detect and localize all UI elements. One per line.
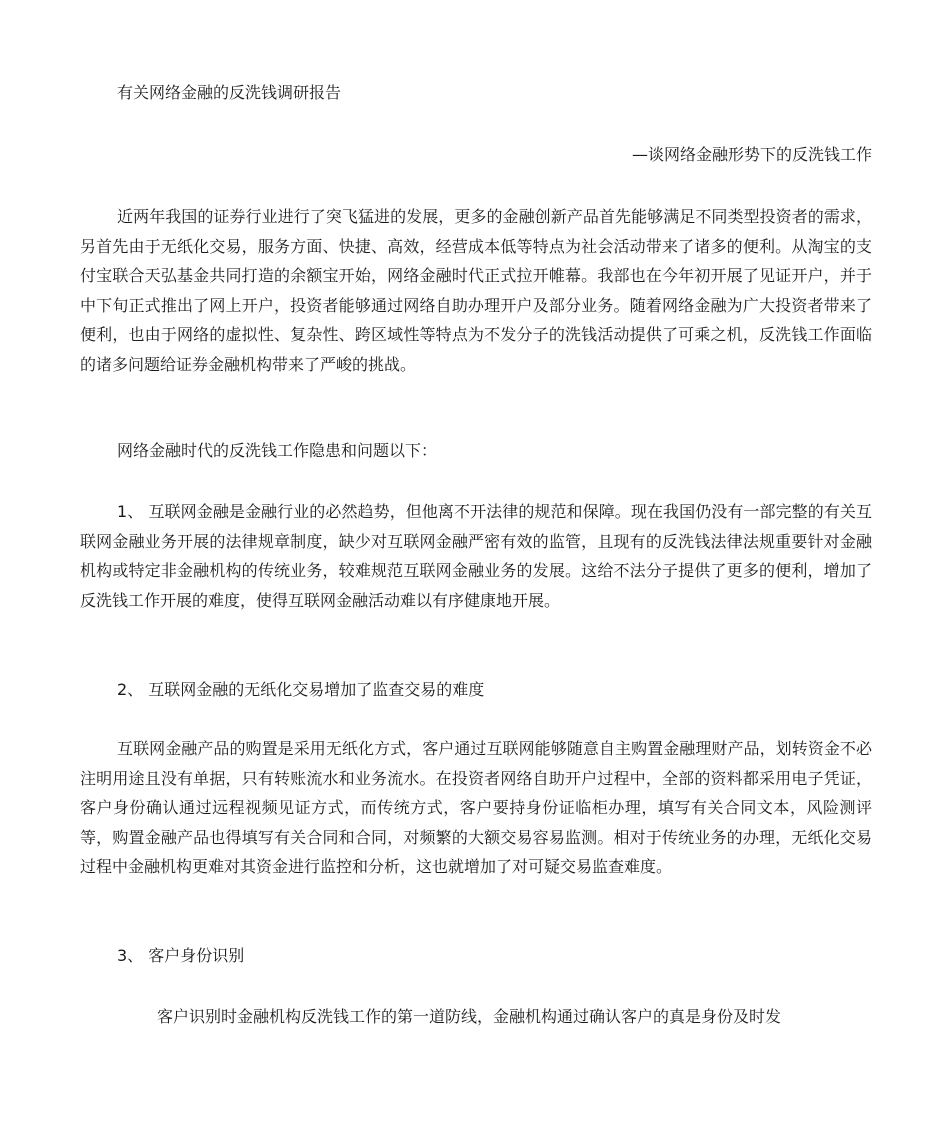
paragraph-item-3-body: 客户识别时金融机构反洗钱工作的第一道防线，金融机构通过确认客户的真是身份及时发 xyxy=(157,1007,782,1026)
paragraph-item-3-heading: 3、 客户身份识别 xyxy=(117,946,245,965)
paragraph-issues-heading: 网络金融时代的反洗钱工作隐患和问题以下： xyxy=(117,441,438,460)
paragraph-intro: 近两年我国的证券行业进行了突飞猛进的发展，更多的金融创新产品首先能够满足不同类型投资者的需求，另首先由于无纸化交易，服务方面、快捷、高效，经营成本低等特点为社会活动带来了诸多的便利。从淘宝的支付宝联合天弘基金共同打造的余额宝开始，网络金融时代正式拉开帷幕。我部也在今年初开展了见证开户，并于中下旬正式推出了网上开户，投资者能够通过网络自助办理开户及部分业务。随着网络金融为广大投资者带来了便利，也由于网络的虚拟性、复杂性、跨区域性等特点为不发分子的洗钱活动提供了可乘之机，反洗钱工作面临的诸多问题给证券金融机构带来了严峻的挑战。 xyxy=(80,207,872,374)
paragraph-item-1: 1、 互联网金融是金融行业的必然趋势，但他离不开法律的规范和保障。现在我国仍没有一部完整的有关互联网金融业务开展的法律规章制度，缺少对互联网金融严密有效的监管，且现有的反洗钱法律法规重要针对金融机构或特定非金融机构的传统业务，较难规范互联网金融业务的发展。这给不法分子提供了更多的便利，增加了反洗钱工作开展的难度，使得互联网金融活动难以有序健康地开展。 xyxy=(80,502,872,610)
paragraph-item-2-heading: 2、 互联网金融的无纸化交易增加了监查交易的难度 xyxy=(117,680,485,699)
document-subtitle: —谈网络金融形势下的反洗钱工作 xyxy=(631,145,872,164)
paragraph-item-2-body: 互联网金融产品的购置是采用无纸化方式，客户通过互联网能够随意自主购置金融理财产品，划转资金不必注明用途且没有单据，只有转账流水和业务流水。在投资者网络自助开户过程中，全部的资料都采用电子凭证，客户身份确认通过远程视频见证方式，而传统方式，客户要持身份证临柜办理，填写有关合同文本，风险测评等，购置金融产品也得填写有关合同和合同，对频繁的大额交易容易监测。相对于传统业务的办理，无纸化交易过程中金融机构更难对其资金进行监控和分析，这也就增加了对可疑交易监查难度。 xyxy=(80,739,872,877)
document-title: 有关网络金融的反洗钱调研报告 xyxy=(117,83,342,102)
